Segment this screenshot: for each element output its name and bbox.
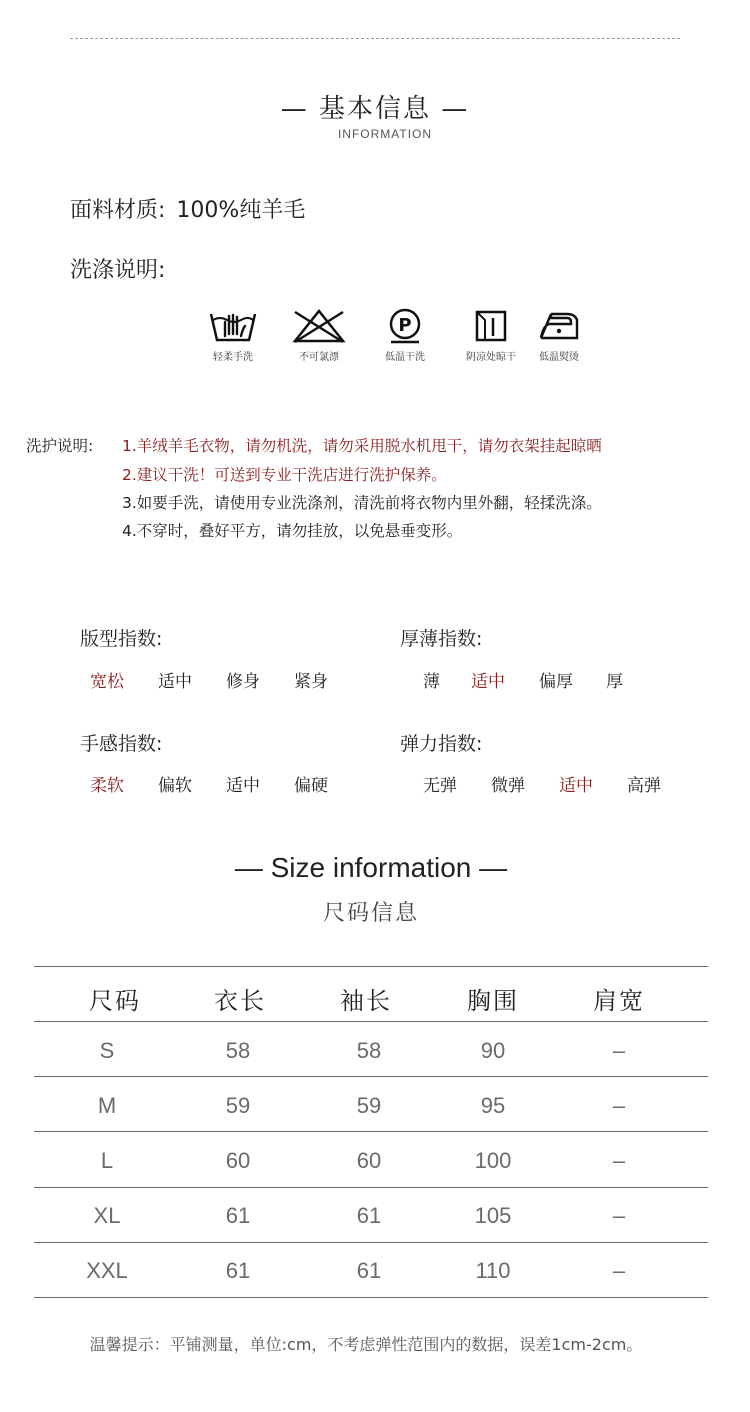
table-cell: 61 [225,1258,251,1283]
wash-icon-caption: 轻柔手洗 [213,352,253,363]
fabric-row [70,193,305,224]
table-cell: 58 [225,1038,251,1063]
wash-icon-item [524,308,594,363]
table-header-cell: 袖长 [340,987,392,1015]
table-cell: 61 [356,1203,382,1228]
table-cell: – [612,1038,626,1063]
table-cell: L [100,1148,114,1173]
feel-index-label: 手感指数: [80,733,163,755]
wash-instructions-label: 洗涤说明: [70,258,166,283]
table-cell: 60 [356,1148,382,1173]
table-row [0,1038,750,1068]
table-row [0,1203,750,1233]
table-cell: – [612,1258,626,1283]
feel-option: 柔软 [90,776,124,796]
measurement-tip: 温馨提示：平铺测量，单位:cm，不考虑弹性范围内的数据，误差1cm-2cm。 [89,1335,643,1354]
section-title-basic-info: — 基本信息 — [280,94,470,124]
table-header-cell: 尺码 [89,987,141,1015]
elasticity-option: 高弹 [627,776,661,796]
wash-icons-row [198,308,598,378]
top-dashed-divider [70,38,680,39]
elasticity-option: 适中 [559,776,593,796]
table-cell: 110 [475,1258,511,1283]
thickness-index-label: 厚薄指数: [400,628,483,650]
table-row [0,1148,750,1178]
table-rule [34,1131,708,1132]
table-rule [34,1021,708,1022]
fit-option: 宽松 [90,672,124,692]
table-cell: 105 [474,1203,512,1228]
feel-option: 偏软 [158,776,192,796]
elasticity-index-label: 弹力指数: [400,733,483,755]
low-iron-icon [537,308,581,344]
table-header-cell: 胸围 [467,987,519,1015]
table-cell: 61 [356,1258,382,1283]
wash-icon-caption: 低温干洗 [385,352,425,363]
thickness-option: 适中 [471,672,505,692]
table-rule [34,1076,708,1077]
shade-dry-icon [471,308,511,344]
care-item: 2.建议干洗！可送到专业干洗店进行洗护保养。 [122,466,447,484]
elasticity-option: 微弹 [491,776,525,796]
elasticity-option: 无弹 [423,776,457,796]
feel-option: 偏硬 [294,776,328,796]
section-subtitle-information: INFORMATION [337,127,433,141]
size-section-title: — Size information — [234,852,508,883]
wash-icon-caption: 低温熨烫 [539,352,579,363]
fit-option: 紧身 [294,672,328,692]
table-cell: XL [93,1203,121,1228]
table-cell: 59 [356,1093,382,1118]
table-header-row [0,981,750,1013]
dry-clean-p-icon [385,308,425,344]
table-cell: S [99,1038,115,1063]
no-bleach-icon [291,308,347,344]
hand-wash-icon [207,308,259,344]
fabric-value: 100%纯羊毛 [176,198,306,223]
wash-icon-item [284,308,354,363]
thickness-option: 厚 [606,672,623,692]
table-cell: – [612,1093,626,1118]
svg-text:P: P [398,315,412,336]
table-rule [34,966,708,967]
table-header-cell: 肩宽 [593,987,645,1015]
table-rule [34,1297,708,1298]
table-header-cell: 衣长 [214,987,266,1015]
fabric-label: 面料材质: [70,198,166,223]
table-row [0,1093,750,1123]
table-cell: 95 [480,1093,506,1118]
table-cell: 60 [225,1148,251,1173]
wash-icon-item [198,308,268,363]
feel-option: 适中 [226,776,260,796]
care-item: 4.不穿时，叠好平方，请勿挂放，以免悬垂变形。 [122,522,463,540]
fit-index-label: 版型指数: [80,628,163,650]
fit-option: 修身 [226,672,260,692]
care-item: 1.羊绒羊毛衣物，请勿机洗，请勿采用脱水机甩干，请勿衣架挂起晾晒 [122,437,602,455]
care-label: 洗护说明: [26,437,94,455]
table-cell: 61 [225,1203,251,1228]
size-section-subtitle: 尺码信息 [322,901,419,926]
care-item: 3.如要手洗，请使用专业洗涤剂，清洗前将衣物内里外翻，轻揉洗涤。 [122,494,602,512]
table-cell: 100 [474,1148,512,1173]
wash-icon-item [456,308,526,363]
table-cell: M [97,1093,117,1118]
thickness-option: 偏厚 [539,672,573,692]
table-cell: – [612,1203,626,1228]
wash-icon-item [370,308,440,363]
thickness-option: 薄 [423,672,440,692]
table-cell: – [612,1148,626,1173]
wash-icon-caption: 不可氯漂 [299,352,339,363]
table-cell: XXL [86,1258,128,1283]
table-rule [34,1187,708,1188]
table-row [0,1258,750,1288]
table-cell: 90 [480,1038,506,1063]
table-cell: 58 [356,1038,382,1063]
fit-option: 适中 [158,672,192,692]
table-cell: 59 [225,1093,251,1118]
table-rule [34,1242,708,1243]
wash-icon-caption: 阴凉处晾干 [466,352,516,363]
